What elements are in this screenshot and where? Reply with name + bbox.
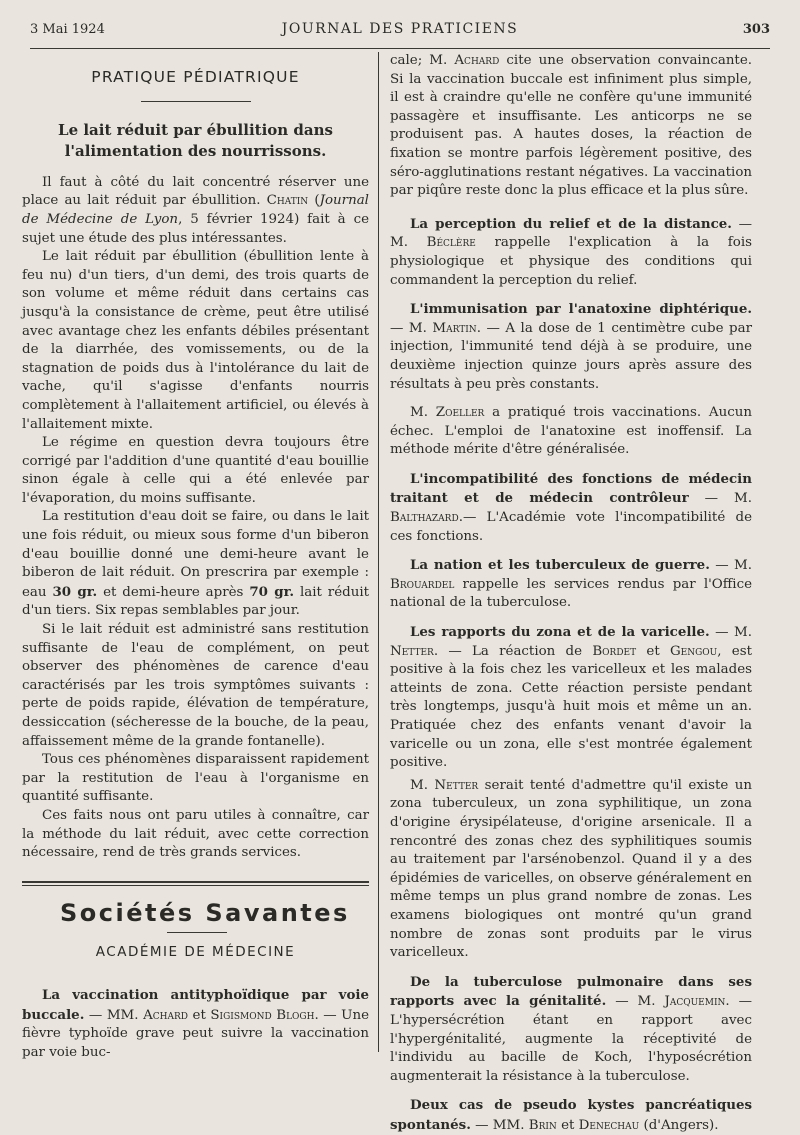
communication-incompatibilite: L'incompatibilité des fonctions de médecin traitant et de médecin contrôleur — M. Balthazard.— L'Académie vote l'incompatibilité de ces fonctions. [390,470,752,544]
rubric-rule [141,101,251,102]
section-rule [167,932,227,933]
rubric-title: PRATIQUE PÉDIATRIQUE [91,68,300,86]
section-separator [22,881,369,886]
right-column [390,52,752,1135]
paragraph-2: Le lait réduit par ébullition (ébullition lente à feu nu) d'un tiers, d'un demi, des trois quarts de son volume et même réduit dans certains cas jusqu'à la consistance de crème, peut être utilisé avec avantage chez les enfants débiles présentant de la diarrhée, des vomissements, ou de la stagnation de poids dus à l'intolérance du lait de vache, qu'il s'agisse d'enfants nourris complètement à l'allaitement artificiel, ou élevés à l'allaitement mixte. [22,249,369,432]
issue-date: 3 Mai 1924 [30,22,105,37]
page-number: 303 [742,22,770,37]
communication-vaccination: La vaccination antityphoïdique par voie buccale. — MM. Achard et Sigismond Blogh. — Une fièvre typhoïde grave peut suivre la vaccination par voie buc- [22,986,370,1060]
section-title: Sociétés Savantes [60,898,350,927]
paragraph-4: La restitution d'eau doit se faire, ou dans le lait une fois réduit, ou mieux sous forme d'un biberon d'eau bouillie donné une demi-heure avant le biberon de lait réduit. On prescrira par exemple : eau 30 gr. et demi-heure après 70 gr. lait réduit d'un tiers. Six repas semblables par jour. [22,509,369,619]
paragraph-netter: M. Netter serait tenté d'admettre qu'il existe un zona tuberculeux, un zona syphilitique, un zona d'origine érysipélateuse, d'origine arsenicale. Il a rencontré des zonas chez des syphilitiques soumis au traitement par l'arsénobenzol. Quand il y a des épidémies de varicelles, on observe généralement en même temps un plus grand nombre de zonas. Les examens biologiques ont montré qu'un grand nombre de zonas sont produits par le virus varicelleux. [390,777,753,961]
journal-title: JOURNAL DES PRATICIENS [281,21,519,37]
left-column [22,52,369,1062]
paragraph-5: Si le lait réduit est administré sans restitution suffisante de l'eau de complément, on peut observer des phénomènes de carence d'eau caractérisés par les trois symptômes suivants : perte de poids rapide, élévation de température, dessiccation (sécheresse de la bouche, de la peau, affaissement même de la grande fontanelle). [22,622,369,749]
communication-anatoxine: L'immunisation par l'anatoxine diphtérique. — M. Martin. — A la dose de 1 centimètre cube par injection, l'immunité tend déjà à se produire, une deuxième injection quinze jours après assure des résultats à peu près constants. [390,301,752,392]
communication-zona: Les rapports du zona et de la varicelle. — M. Netter. — La réaction de Bordet et Gengou, est positive à la fois chez les varicelleux et les malades atteints de zona. Cette réaction persiste pendant très longtemps, jusqu'à huit mois et même un an. Pratiquée chez des enfants venant d'avoir la varicelle ou un zona, elle s'est montrée également positive. [390,624,752,771]
journal-reference: Journal de Médecine de Lyon [22,193,369,227]
subsection-title: ACADÉMIE DE MÉDECINE [95,944,296,961]
paragraph-1: Il faut à côté du lait concentré réserver une place au lait réduit par ébullition. Chatin (Journal de Médecine de Lyon, 5 février 1924) fait à ce sujet une étude des plus intéressantes. [22,174,369,246]
communication-kystes: Deux cas de pseudo kystes pancréatiques spontanés. — MM. Brin et Denechau (d'Angers). [390,1097,752,1133]
page-header [30,18,770,49]
communication-tuberculeux: La nation et les tuberculeux de guerre. — M. Brouardel rappelle les services rendus par l'Office national de la tuberculose. [390,557,753,611]
communication-tuberculose: De la tuberculose pulmonaire dans ses rapports avec la génitalité. — M. Jacquemin. — L'hypersécrétion étant en rapport avec l'hypergénitalité, augmente la réceptivité de l'individu au bacille de Koch, l'hyposécrétion augmenterait la résistance à la tuberculose. [390,973,752,1084]
paragraph-7: Ces faits nous ont paru utiles à connaître, car la méthode du lait réduit, avec cette correction nécessaire, rend de très grands services. [22,807,369,861]
paragraph-zoeller: M. Zoeller a pratiqué trois vaccinations. Aucun échec. L'emploi de l'anatoxine est inoffensif. La méthode mérite d'être généralisée. [390,405,752,458]
communication-relief: La perception du relief et de la distance. — M. Béclère rappelle l'explication à la fois physiologique et physique des conditions qui commandent la perception du relief. [390,215,752,288]
author-name: Chatin [266,193,309,209]
vaccination-continued: cale; M. Achard cite une observation convaincante. Si la vaccination buccale est infiniment plus simple, il est à craindre qu'elle ne confère qu'une immunité passagère et insuffisante. Les anticorps ne se produisent pas. A hautes doses, la réaction de fixation se montre parfois légèrement positive, des séro-agglutinations restant négatives. La vaccination par piqûre reste donc la plus efficace et la plus sûre. [390,53,752,199]
column-divider [378,52,379,1052]
paragraph-3: Le régime en question devra toujours être corrigé par l'addition d'une quantité d'eau bouillie sinon égale à celle qui a été enlevée par l'évaporation, du moins suffisante. [22,435,369,506]
article-title: Le lait réduit par ébullition dans l'alimentation des nourrissons. [58,120,333,160]
paragraph-6: Tous ces phénomènes disparaissent rapidement par la restitution de l'eau à l'organisme en quantité suffisante. [22,752,369,805]
